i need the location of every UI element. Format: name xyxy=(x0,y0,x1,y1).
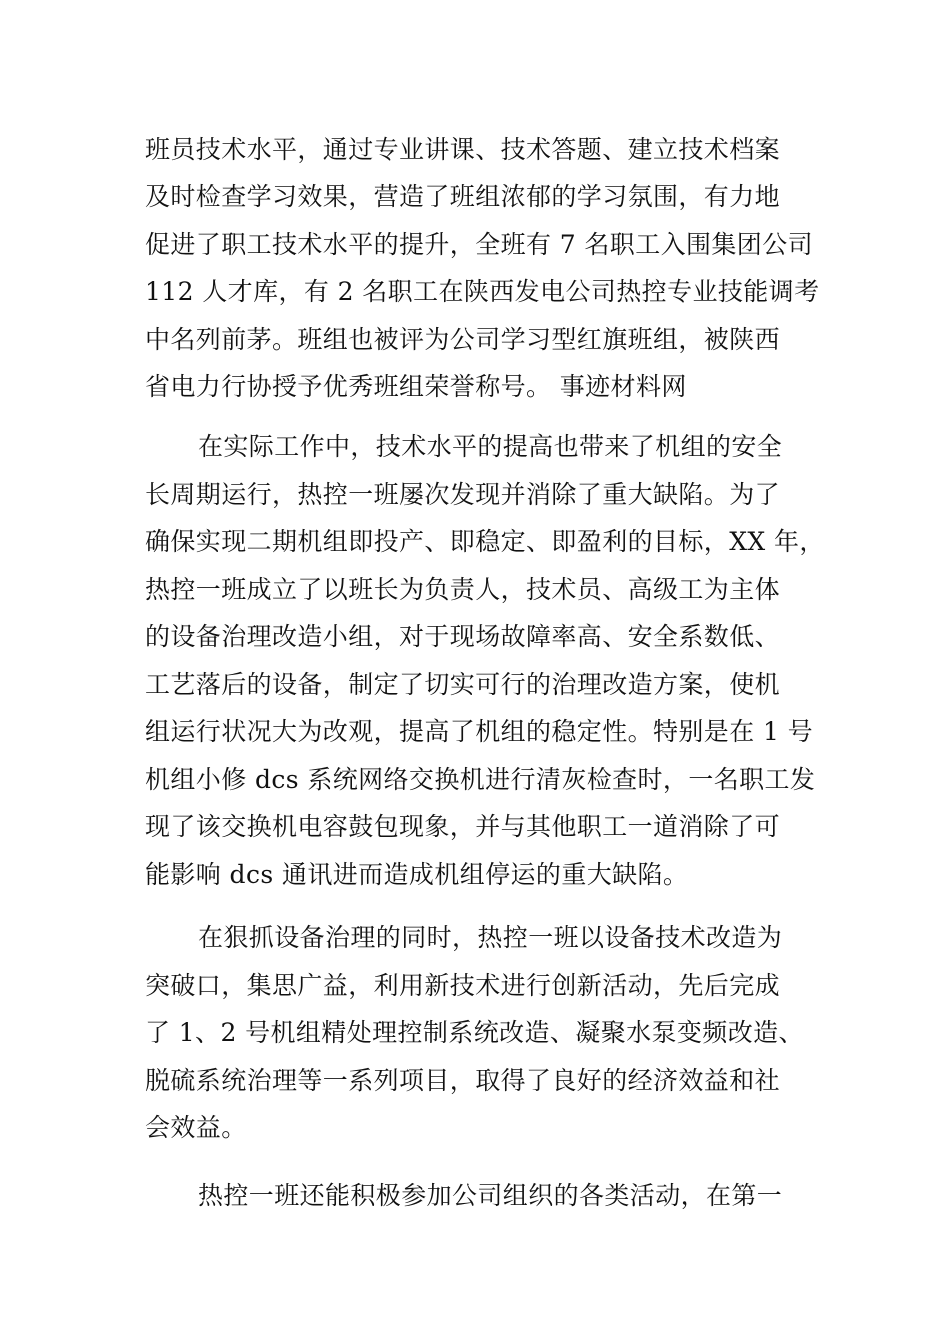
text-line: 班员技术水平，通过专业讲课、技术答题、建立技术档案 xyxy=(145,135,781,164)
text-line: 会效益。 xyxy=(145,1113,247,1142)
text-line: 脱硫系统治理等一系列项目，取得了良好的经济效益和社 xyxy=(145,1066,781,1095)
paragraph-first-line: 在狠抓设备治理的同时，热控一班以设备技术改造为 xyxy=(198,923,783,952)
text-line: 现了该交换机电容鼓包现象，并与其他职工一道消除了可 xyxy=(145,812,781,841)
text-line: 及时检查学习效果，营造了班组浓郁的学习氛围，有力地 xyxy=(145,182,781,211)
text-line: 机组小修 dcs 系统网络交换机进行清灰检查时，一名职工发 xyxy=(145,765,816,794)
text-line: 了 1、2 号机组精处理控制系统改造、凝聚水泵变频改造、 xyxy=(145,1018,804,1047)
text-line: 中名列前茅。班组也被评为公司学习型红旗班组，被陕西 xyxy=(145,325,781,354)
paragraph-first-line: 热控一班还能积极参加公司组织的各类活动，在第一 xyxy=(198,1181,783,1210)
text-line: 确保实现二期机组即投产、即稳定、即盈利的目标，XX 年， xyxy=(145,527,825,556)
text-line: 的设备治理改造小组，对于现场故障率高、安全系数低、 xyxy=(145,622,781,651)
text-line: 长周期运行，热控一班屡次发现并消除了重大缺陷。为了 xyxy=(145,480,781,509)
text-line: 组运行状况大为改观，提高了机组的稳定性。特别是在 1 号 xyxy=(145,717,814,746)
text-line: 112 人才库，有 2 名职工在陕西发电公司热控专业技能调考 xyxy=(145,277,820,306)
text-line: 热控一班成立了以班长为负责人，技术员、高级工为主体 xyxy=(145,575,781,604)
text-line: 工艺落后的设备，制定了切实可行的治理改造方案，使机 xyxy=(145,670,781,699)
text-line: 能影响 dcs 通讯进而造成机组停运的重大缺陷。 xyxy=(145,860,689,889)
text-line: 省电力行协授予优秀班组荣誉称号。 事迹材料网 xyxy=(145,372,687,401)
text-line: 促进了职工技术水平的提升，全班有 7 名职工入围集团公司 xyxy=(145,230,814,259)
paragraph-first-line: 在实际工作中，技术水平的提高也带来了机组的安全 xyxy=(198,432,783,461)
text-line: 突破口，集思广益，利用新技术进行创新活动，先后完成 xyxy=(145,971,781,1000)
